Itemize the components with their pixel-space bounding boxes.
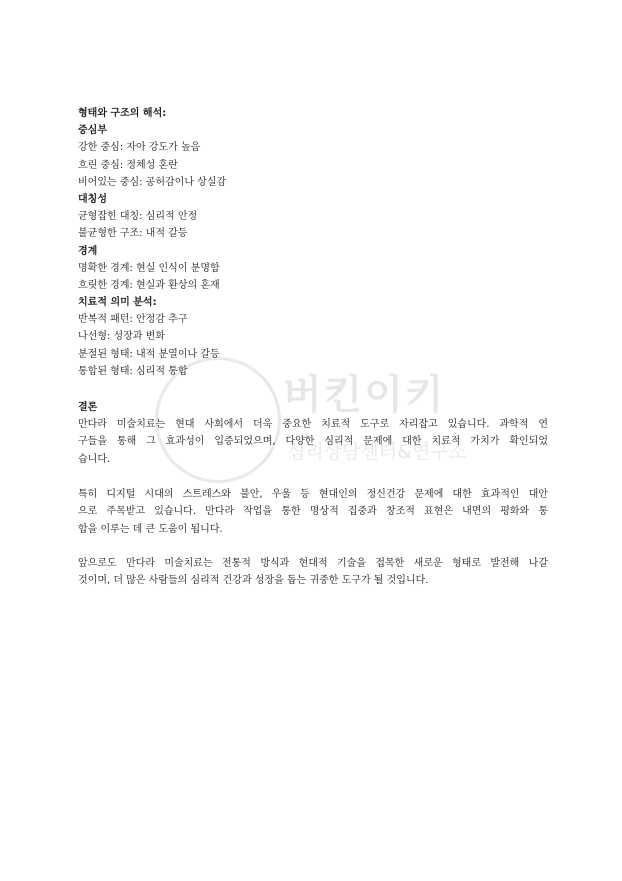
list-item: 분절된 형태: 내적 분열이나 갈등 [78,348,220,360]
paragraph-line: 으로 주목받고 있습니다. 만다라 작업을 통한 명상적 집중과 창조적 표현은 내면의 평화와 통 [78,506,548,518]
list-item: 강한 중심: 자아 강도가 높음 [78,142,201,154]
watermark-subtitle: 심리상담센터&연구소 [287,441,468,463]
list-item: 반복적 패턴: 안정감 추구 [78,314,188,326]
conclusion-paragraph-3 [78,555,548,590]
paragraph-line: 것이며, 더 많은 사람들의 심리적 건강과 성장을 돕는 귀중한 도구가 될 것입니다. [78,575,429,587]
paragraph-line: 앞으로도 만다라 미술치료는 전통적 방식과 현대적 기술을 접목한 새로운 형태로 발전해 나갈 [78,558,548,569]
conclusion-paragraph-2 [78,486,548,538]
watermark-title: 버킨이키 [283,372,446,418]
paragraph-line: 특히 디지털 시대의 스트레스와 불안, 우울 등 현대인의 정신건강 문제에 대한 효과적인 대안 [78,489,548,500]
conclusion-section [78,399,548,416]
list-item: 통합된 형태: 심리적 통합 [78,365,188,377]
list-item: 대칭성 [78,193,107,205]
interpretation-list [78,105,548,380]
paragraph-line: 습니다. [78,453,111,465]
list-item: 중심부 [78,125,107,137]
list-item: 나선형: 성장과 변화 [78,331,166,343]
list-item: 비어있는 중심: 공허감이나 상실감 [78,176,227,188]
list-item: 흐린 중심: 정체성 혼란 [78,159,178,171]
paragraph-line: 만다라 미술치료는 현대 사회에서 더욱 중요한 치료적 도구로 자리잡고 있습니다. 과학적 연 [78,419,548,430]
conclusion-heading: 결론 [78,402,98,413]
list-item: 치료적 의미 분석: [78,297,157,309]
list-item: 명확한 경계: 현실 인식이 분명함 [78,262,220,274]
list-item: 흐릿한 경계: 현실과 환상의 혼재 [78,279,220,291]
list-item: 균형잡힌 대칭: 심리적 안정 [78,211,198,223]
list-item: 불균형한 구조: 내적 갈등 [78,228,188,240]
list-item: 형태와 구조의 해석: [78,108,167,119]
conclusion-paragraph-1 [78,416,548,468]
list-item: 경계 [78,245,98,257]
paragraph-line: 구들을 통해 그 효과성이 입증되었으며, 다양한 심리적 문제에 대한 치료적 가치가 확인되었 [78,436,548,448]
paragraph-line: 합을 이루는 데 큰 도움이 됩니다. [78,523,223,535]
